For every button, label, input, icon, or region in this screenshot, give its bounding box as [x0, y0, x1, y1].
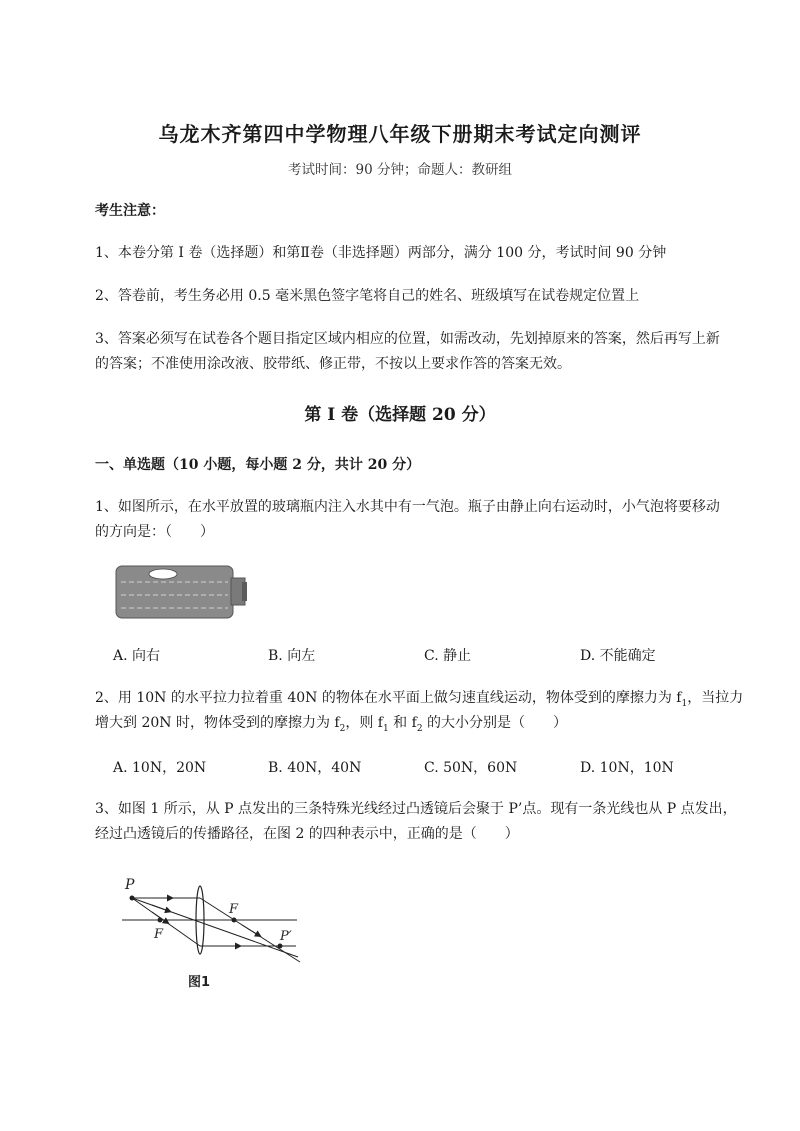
notice-item-2: 2、答卷前，考生务必用 0.5 毫米黑色签字笔将自己的姓名、班级填写在试卷规定位置上 [95, 288, 640, 304]
exam-info: 考试时间：90 分钟；命题人：教研组 [288, 162, 512, 178]
question-2-option-d[interactable]: D. 10N，10N [580, 760, 674, 776]
bottle-cap [242, 582, 247, 601]
notice-item-3: 3、答案必须写在试卷各个题目指定区域内相应的位置，如需改动，先划掉原来的答案，然后再写上新 [95, 331, 720, 347]
question-2-line-1: 2、用 10N 的水平拉力拉着重 40N 的物体在水平面上做匀速直线运动，物体受到的摩擦力为 $f_1$，当拉力 [95, 690, 744, 709]
label-F-left: F [154, 927, 164, 942]
notice-item-3-cont: 的答案；不准使用涂改液、胶带纸、修正带，不按以上要求作答的答案无效。 [95, 356, 571, 372]
section-title: 第 I 卷（选择题 20 分） [304, 405, 496, 425]
label-F-right: F [229, 902, 239, 917]
point-F-left [158, 918, 163, 923]
question-2-option-c[interactable]: C. 50N，60N [424, 760, 518, 776]
lens-diagram [112, 872, 312, 997]
figure-1-caption: 图1 [188, 975, 211, 990]
notice-heading: 考生注意： [95, 203, 165, 219]
point-P-prime [278, 944, 283, 949]
question-1-option-d[interactable]: D. 不能确定 [580, 648, 656, 664]
question-1-option-a[interactable]: A. 向右 [113, 648, 161, 664]
question-1-option-c[interactable]: C. 静止 [424, 648, 472, 664]
page-title: 乌龙木齐第四中学物理八年级下册期末考试定向测评 [158, 122, 642, 146]
question-1-line-1: 1、如图所示，在水平放置的玻璃瓶内注入水其中有一气泡。瓶子由静止向右运动时，小气泡将要移动 [95, 499, 720, 515]
question-1-line-2: 的方向是：（ ） [95, 524, 214, 540]
label-P: P [125, 877, 135, 893]
question-1-option-b[interactable]: B. 向左 [268, 648, 316, 664]
point-P [130, 896, 135, 901]
air-bubble [149, 569, 177, 579]
label-P-prime: P′ [280, 929, 292, 944]
part-heading: 一、单选题（10 小题，每小题 2 分，共计 20 分） [95, 457, 421, 473]
bottle-figure [113, 562, 253, 622]
point-F-right [232, 918, 237, 923]
question-2-line-2: 增大到 20N 时，物体受到的摩擦力为 $f_2$，则 $f_1$ 和 $f_2$ 的大小分别是（ ） [95, 715, 567, 734]
question-2-option-b[interactable]: B. 40N，40N [268, 760, 362, 776]
question-3-line-1: 3、如图 1 所示，从 P 点发出的三条特殊光线经过凸透镜后会聚于 P’点。现有一条光线也从 P 点发出， [95, 801, 737, 817]
question-2-option-a[interactable]: A. 10N，20N [113, 760, 207, 776]
question-3-line-2: 经过凸透镜后的传播路径，在图 2 的四种表示中，正确的是（ ） [95, 826, 519, 842]
notice-item-1: 1、本卷分第 I 卷（选择题）和第Ⅱ卷（非选择题）两部分，满分 100 分，考试时间 90 分钟 [95, 245, 667, 261]
